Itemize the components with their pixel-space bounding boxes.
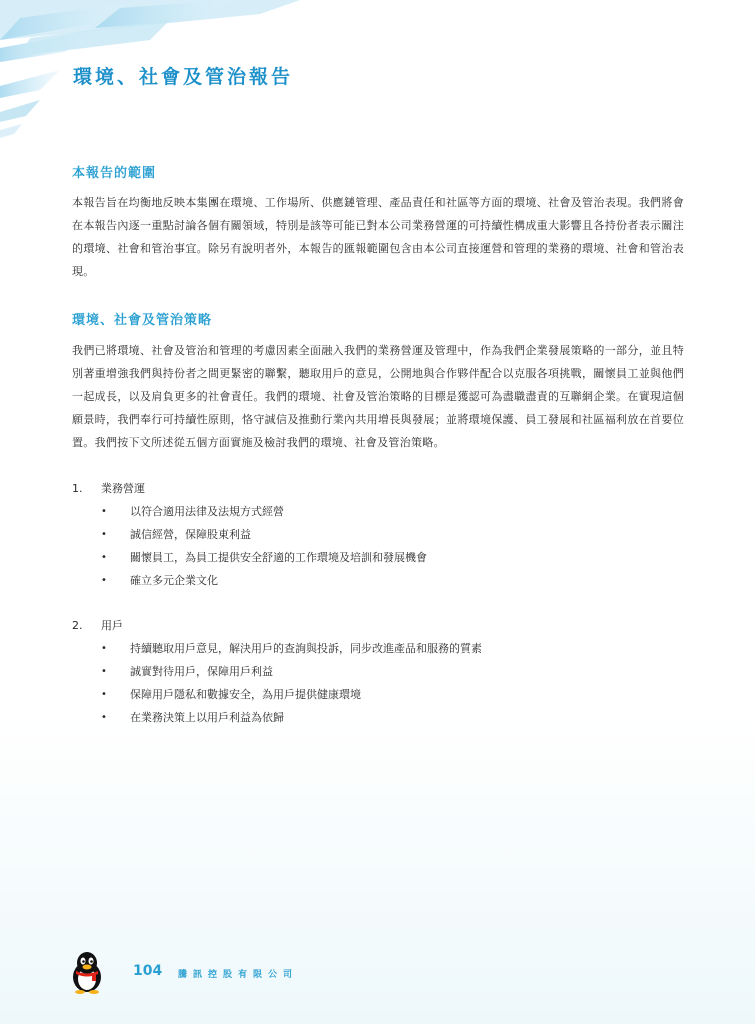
bullet-icon: • (101, 666, 107, 677)
list-item-text: 以符合適用法律及法規方式經營 (130, 505, 284, 518)
list-label: 用戶 (101, 619, 123, 632)
list-item-text: 在業務決策上以用戶利益為依歸 (130, 711, 284, 724)
list-label: 業務營運 (101, 482, 145, 495)
list-title (72, 614, 684, 637)
page-title: 環境、社會及管治報告 (73, 66, 294, 88)
list-item-text: 持續聽取用戶意見，解決用戶的查詢與投訴，同步改進產品和服務的質素 (130, 642, 482, 655)
numbered-list-users (72, 614, 684, 729)
list-number: 1. (72, 482, 83, 495)
bullet-icon: • (101, 552, 107, 563)
list-number: 2. (72, 619, 83, 632)
list-item (72, 523, 684, 546)
bullet-icon: • (101, 712, 107, 723)
section-heading-strategy: 環境、社會及管治策略 (72, 313, 213, 328)
section-heading-scope: 本報告的範圍 (72, 166, 157, 181)
list-item-text: 確立多元企業文化 (130, 574, 218, 587)
list-item (72, 569, 684, 592)
list-title (72, 477, 684, 500)
bullet-icon: • (101, 643, 107, 654)
list-item (72, 660, 684, 683)
bullet-icon: • (101, 689, 107, 700)
bullet-icon: • (101, 575, 107, 586)
list-item-text: 誠信經營，保障股東利益 (130, 528, 251, 541)
page-number: 104 (133, 963, 163, 979)
section-paragraph-strategy: 我們已將環境、社會及管治和管理的考慮因素全面融入我們的業務營運及管理中，作為我們企業發展策略的一部分，並且特別著重增強我們與持份者之間更緊密的聯繫，聽取用戶的意見，公開地與合作夥伴配合以克服各項挑戰，關懷員工並與他們一起成長，以及肩負更多的社會責任。我們的環境、社會及管治策略的目標是獲認可為盡職盡責的互聯網企業。在實現這個願景時，我們奉行可持續性原則，恪守誠信及推動行業內共用增長與發展；並將環境保護、員工發展和社區福利放在首要位置。我們按下文所述從五個方面實施及檢討我們的環境、社會及管治策略。 (72, 344, 684, 449)
list-item (72, 683, 684, 706)
section-paragraph-scope: 本報告旨在均衡地反映本集團在環境、工作場所、供應鏈管理、產品責任和社區等方面的環境、社會及管治表現。我們將會在本報告內逐一重點討論各個有關領域，特別是該等可能已對本公司業務營運的可持續性構成重大影響且各持份者表示關注的環境、社會和管治事宜。除另有說明者外，本報告的匯報範圍包含由本公司直接運營和管理的業務的環境、社會和管治表現。 (72, 196, 684, 278)
penguin-mascot-icon (68, 950, 106, 994)
list-item-text: 誠實對待用戶，保障用戶利益 (130, 665, 273, 678)
bullet-icon: • (101, 529, 107, 540)
list-item-text: 保障用戶隱私和數據安全，為用戶提供健康環境 (130, 688, 361, 701)
list-item (72, 706, 684, 729)
list-item (72, 500, 684, 523)
list-item (72, 637, 684, 660)
list-item-text: 關懷員工，為員工提供安全舒適的工作環境及培訓和發展機會 (130, 551, 427, 564)
numbered-list-business-operations (72, 477, 684, 592)
company-name: 騰訊控股有限公司 (178, 970, 299, 980)
list-item (72, 546, 684, 569)
bullet-icon: • (101, 506, 107, 517)
